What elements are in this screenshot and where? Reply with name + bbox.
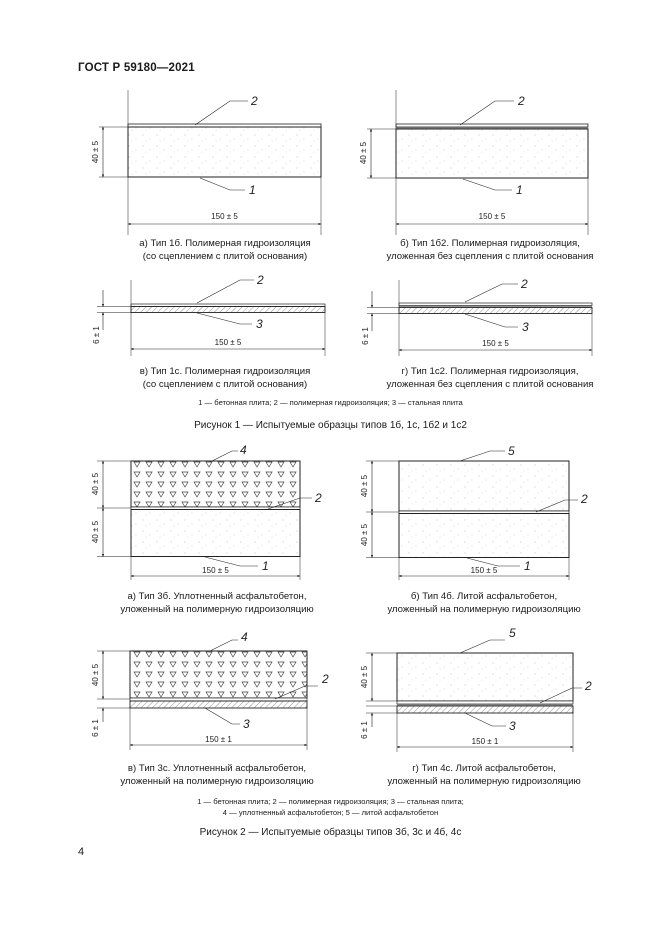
svg-text:150 ± 1: 150 ± 1 xyxy=(205,735,232,744)
label-1: 1 xyxy=(516,183,523,197)
diagram-1c xyxy=(92,273,325,356)
diagram-2d xyxy=(360,626,592,752)
caption-2b: б) Тип 4б. Литой асфальтобетон, уложенный на полимерную гидроизоляцию xyxy=(387,591,581,615)
svg-text:40 ± 5: 40 ± 5 xyxy=(91,472,100,496)
svg-text:6 ± 1: 6 ± 1 xyxy=(360,721,369,739)
svg-text:150 ± 5: 150 ± 5 xyxy=(470,566,498,575)
mastic-asphalt xyxy=(399,461,569,511)
svg-text:3: 3 xyxy=(522,320,529,334)
compacted-asphalt xyxy=(131,461,300,507)
svg-text:150 ± 5: 150 ± 5 xyxy=(214,338,242,347)
svg-text:40 ± 5: 40 ± 5 xyxy=(91,663,100,687)
label-2: 2 xyxy=(251,94,258,108)
svg-text:40 ± 5: 40 ± 5 xyxy=(91,520,100,544)
svg-text:4: 4 xyxy=(240,443,247,457)
document-header: ГОСТ Р 59180—2021 xyxy=(78,62,195,74)
svg-text:6 ± 1: 6 ± 1 xyxy=(91,719,100,737)
caption-1d: г) Тип 1с2. Полимерная гидроизоляция, уложенная без сцепления с плитой основания xyxy=(386,366,594,390)
svg-text:2: 2 xyxy=(521,277,528,291)
waterproofing-layer xyxy=(396,124,588,127)
page-number: 4 xyxy=(78,846,85,858)
caption-1b: б) Тип 1б2. Полимерная гидроизоляция, уложенная без сцепления с плитой основания xyxy=(386,238,594,262)
svg-text:2: 2 xyxy=(585,679,592,693)
svg-text:3: 3 xyxy=(256,317,263,331)
svg-text:40 ± 5: 40 ± 5 xyxy=(359,141,368,165)
steel-plate xyxy=(131,307,325,313)
concrete-slab xyxy=(396,129,588,178)
svg-text:1: 1 xyxy=(262,559,269,573)
svg-text:5: 5 xyxy=(509,626,516,640)
svg-text:2: 2 xyxy=(581,492,588,506)
svg-text:40 ± 5: 40 ± 5 xyxy=(360,665,369,689)
caption-2c: в) Тип 3с. Уплотненный асфальтобетон, уложенный на полимерную гидроизоляцию xyxy=(120,763,314,787)
diagram-2a xyxy=(91,443,322,580)
caption-2d: г) Тип 4с. Литой асфальтобетон, уложенный на полимерную гидроизоляцию xyxy=(387,763,581,787)
svg-text:150 ± 1: 150 ± 1 xyxy=(471,737,499,746)
diagram-1d xyxy=(361,277,592,356)
compacted-asphalt xyxy=(130,651,307,698)
concrete-slab xyxy=(128,127,321,177)
dim-width: 150 ± 5 xyxy=(211,212,238,221)
svg-text:5: 5 xyxy=(508,444,515,458)
waterproofing-layer xyxy=(130,698,307,701)
caption-1c: в) Тип 1с. Полимерная гидроизоляция (со сцеплением с плитой основания) xyxy=(139,366,311,390)
svg-text:150 ± 5: 150 ± 5 xyxy=(482,339,509,348)
steel-plate xyxy=(399,308,592,314)
diagram-2c xyxy=(91,630,329,750)
svg-text:40 ± 5: 40 ± 5 xyxy=(360,474,369,498)
steel-plate xyxy=(397,706,573,713)
figure1-title: Рисунок 1 — Испытуемые образцы типов 1б, 1с, 1б2 и 1с2 xyxy=(194,420,467,431)
concrete-slab xyxy=(131,510,300,557)
diagram-1a xyxy=(91,90,321,235)
svg-text:150 ± 5: 150 ± 5 xyxy=(202,566,229,575)
svg-text:6 ± 1: 6 ± 1 xyxy=(361,327,370,345)
svg-text:150 ± 5: 150 ± 5 xyxy=(478,212,506,221)
caption-1a: а) Тип 1б. Полимерная гидроизоляция (со сцеплением с плитой основания) xyxy=(139,238,311,262)
waterproofing-layer xyxy=(399,303,592,306)
steel-plate xyxy=(130,701,307,708)
diagram-2b xyxy=(360,444,588,580)
svg-text:3: 3 xyxy=(509,719,516,733)
figure2-title: Рисунок 2 — Испытуемые образцы типов 3б, 3с и 4б, 4с xyxy=(199,827,462,838)
dim-height: 40 ± 5 xyxy=(91,140,100,164)
concrete-slab xyxy=(399,514,569,558)
figure1-legend: 1 — бетонная плита; 2 — полимерная гидроизоляция; 3 — стальная плита xyxy=(198,398,463,407)
svg-text:2: 2 xyxy=(315,491,322,505)
svg-text:1: 1 xyxy=(524,559,531,573)
waterproofing-layer xyxy=(397,701,573,704)
diagram-1b xyxy=(359,90,588,235)
svg-text:40 ± 5: 40 ± 5 xyxy=(360,523,369,547)
svg-text:4: 4 xyxy=(241,630,248,644)
label-2: 2 xyxy=(518,94,525,108)
figure2-legend: 1 — бетонная плита; 2 — полимерная гидроизоляция; 3 — стальная плита; 4 — уплотненный асфальтобетон; 5 — литой асфальтобетон xyxy=(197,797,464,817)
caption-2a: а) Тип 3б. Уплотненный асфальтобетон, уложенный на полимерную гидроизоляцию xyxy=(120,591,314,615)
svg-text:3: 3 xyxy=(243,717,250,731)
mastic-asphalt xyxy=(397,653,573,701)
svg-text:2: 2 xyxy=(322,672,329,686)
label-1: 1 xyxy=(249,183,256,197)
svg-text:2: 2 xyxy=(257,273,264,287)
svg-text:6 ± 1: 6 ± 1 xyxy=(92,326,101,344)
